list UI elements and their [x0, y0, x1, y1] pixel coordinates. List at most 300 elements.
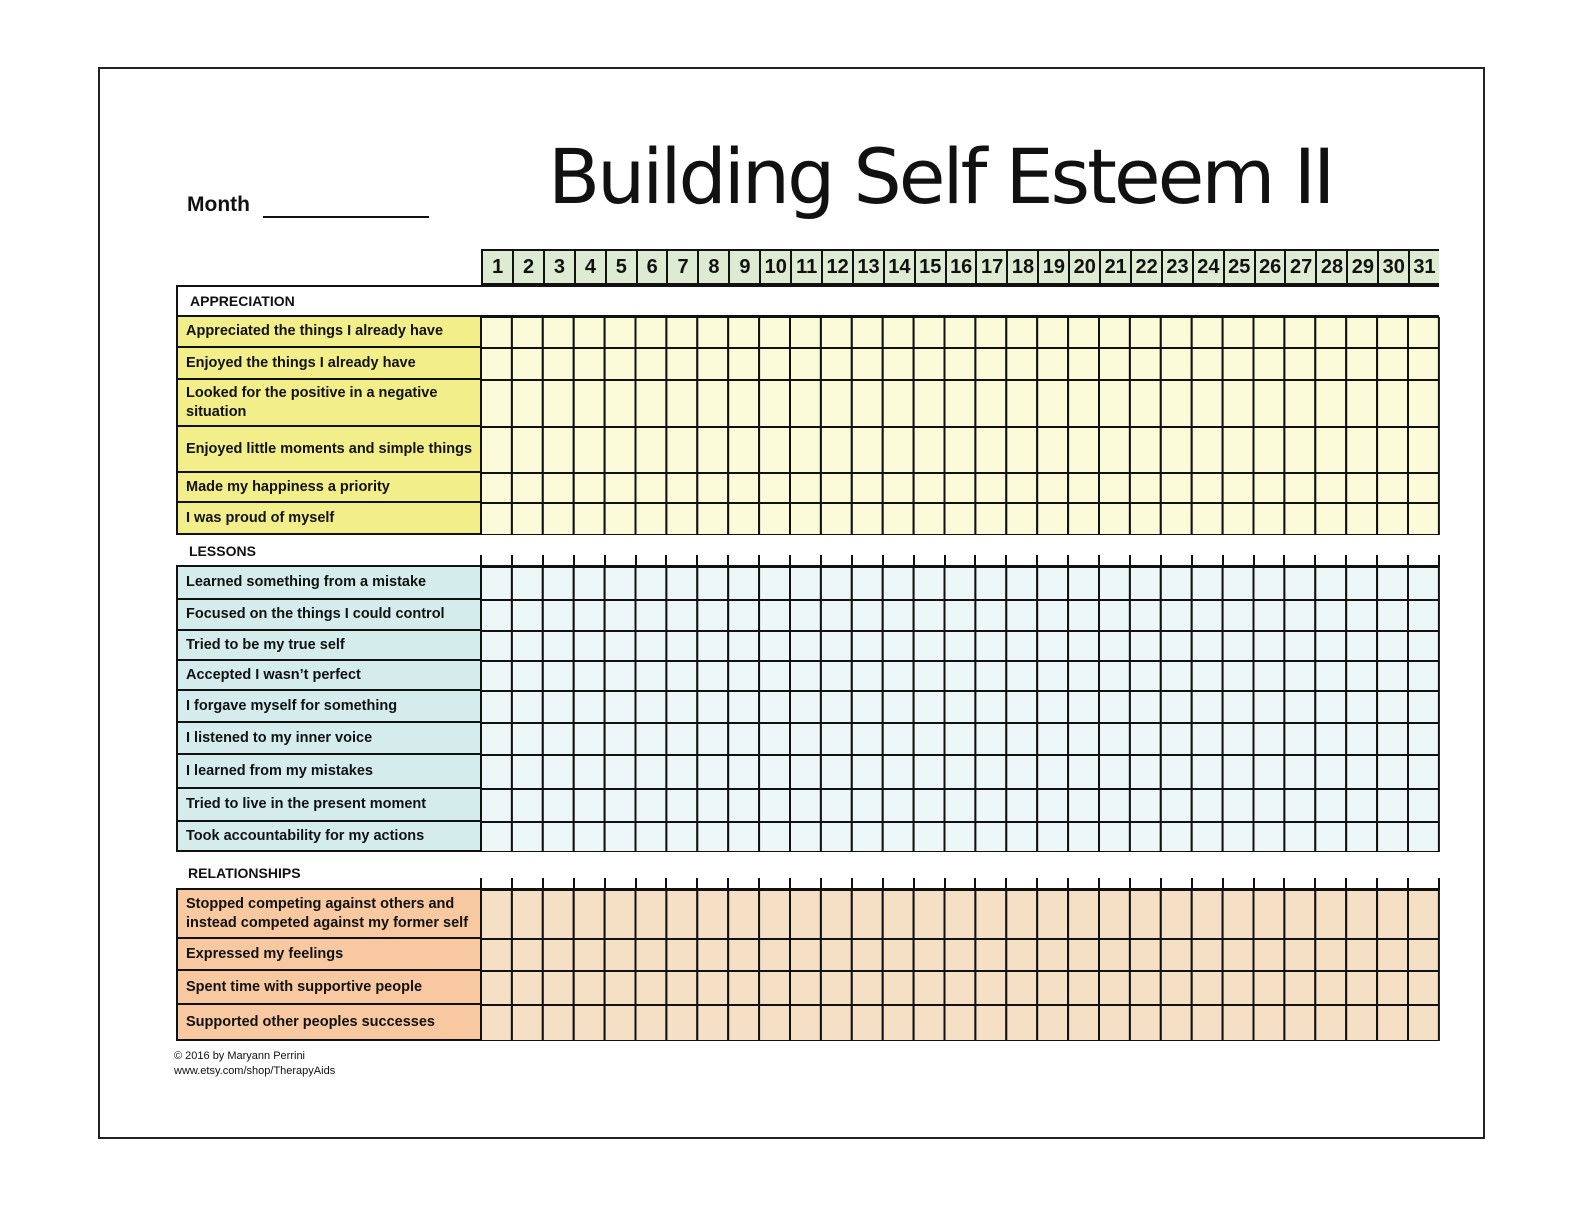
- day-checkbox[interactable]: [1006, 939, 1037, 971]
- day-checkbox[interactable]: [1377, 723, 1408, 755]
- day-checkbox[interactable]: [1254, 1005, 1285, 1041]
- day-checkbox[interactable]: [883, 890, 914, 939]
- day-checkbox[interactable]: [1161, 317, 1192, 348]
- day-checkbox[interactable]: [1006, 631, 1037, 661]
- day-checkbox[interactable]: [945, 691, 976, 723]
- day-checkbox[interactable]: [1192, 661, 1223, 691]
- day-checkbox[interactable]: [1161, 755, 1192, 789]
- day-checkbox[interactable]: [1223, 971, 1254, 1005]
- day-checkbox[interactable]: [790, 380, 821, 427]
- day-checkbox[interactable]: [605, 971, 636, 1005]
- day-checkbox[interactable]: [728, 939, 759, 971]
- day-checkbox[interactable]: [605, 939, 636, 971]
- day-checkbox[interactable]: [914, 723, 945, 755]
- day-checkbox[interactable]: [512, 661, 543, 691]
- day-checkbox[interactable]: [1377, 473, 1408, 503]
- day-checkbox[interactable]: [1099, 567, 1130, 600]
- day-checkbox[interactable]: [1037, 317, 1068, 348]
- day-checkbox[interactable]: [1161, 661, 1192, 691]
- day-checkbox[interactable]: [1223, 755, 1254, 789]
- day-checkbox[interactable]: [697, 317, 728, 348]
- day-checkbox[interactable]: [574, 631, 605, 661]
- day-checkbox[interactable]: [852, 348, 883, 380]
- day-checkbox[interactable]: [883, 503, 914, 535]
- day-checkbox[interactable]: [605, 723, 636, 755]
- day-checkbox[interactable]: [852, 661, 883, 691]
- day-checkbox[interactable]: [728, 691, 759, 723]
- day-checkbox[interactable]: [636, 473, 667, 503]
- day-checkbox[interactable]: [1284, 691, 1315, 723]
- day-checkbox[interactable]: [1408, 755, 1439, 789]
- day-checkbox[interactable]: [1284, 427, 1315, 473]
- day-checkbox[interactable]: [852, 427, 883, 473]
- day-checkbox[interactable]: [914, 348, 945, 380]
- day-checkbox[interactable]: [1223, 317, 1254, 348]
- day-checkbox[interactable]: [1068, 661, 1099, 691]
- day-checkbox[interactable]: [759, 1005, 790, 1041]
- day-checkbox[interactable]: [1284, 971, 1315, 1005]
- day-checkbox[interactable]: [1161, 890, 1192, 939]
- day-checkbox[interactable]: [728, 789, 759, 822]
- day-checkbox[interactable]: [821, 427, 852, 473]
- day-checkbox[interactable]: [852, 631, 883, 661]
- day-checkbox[interactable]: [883, 755, 914, 789]
- day-checkbox[interactable]: [1377, 503, 1408, 535]
- day-checkbox[interactable]: [1006, 661, 1037, 691]
- day-checkbox[interactable]: [543, 822, 574, 852]
- day-checkbox[interactable]: [543, 939, 574, 971]
- day-checkbox[interactable]: [512, 1005, 543, 1041]
- day-checkbox[interactable]: [914, 691, 945, 723]
- day-checkbox[interactable]: [574, 380, 605, 427]
- day-checkbox[interactable]: [975, 473, 1006, 503]
- day-checkbox[interactable]: [697, 890, 728, 939]
- day-checkbox[interactable]: [945, 723, 976, 755]
- day-checkbox[interactable]: [728, 822, 759, 852]
- day-checkbox[interactable]: [1006, 755, 1037, 789]
- day-checkbox[interactable]: [543, 631, 574, 661]
- day-checkbox[interactable]: [1099, 380, 1130, 427]
- day-checkbox[interactable]: [1284, 723, 1315, 755]
- day-checkbox[interactable]: [1130, 427, 1161, 473]
- day-checkbox[interactable]: [1192, 1005, 1223, 1041]
- day-checkbox[interactable]: [574, 600, 605, 631]
- day-checkbox[interactable]: [975, 822, 1006, 852]
- day-checkbox[interactable]: [1284, 473, 1315, 503]
- day-checkbox[interactable]: [1223, 691, 1254, 723]
- day-checkbox[interactable]: [1284, 661, 1315, 691]
- day-checkbox[interactable]: [636, 890, 667, 939]
- day-checkbox[interactable]: [1130, 971, 1161, 1005]
- day-checkbox[interactable]: [481, 631, 512, 661]
- day-checkbox[interactable]: [883, 567, 914, 600]
- day-checkbox[interactable]: [1099, 600, 1130, 631]
- day-checkbox[interactable]: [1315, 691, 1346, 723]
- day-checkbox[interactable]: [666, 890, 697, 939]
- day-checkbox[interactable]: [543, 503, 574, 535]
- day-checkbox[interactable]: [1099, 691, 1130, 723]
- day-checkbox[interactable]: [1192, 890, 1223, 939]
- day-checkbox[interactable]: [1192, 755, 1223, 789]
- day-checkbox[interactable]: [1037, 822, 1068, 852]
- day-checkbox[interactable]: [852, 567, 883, 600]
- day-checkbox[interactable]: [574, 691, 605, 723]
- day-checkbox[interactable]: [1408, 427, 1439, 473]
- day-checkbox[interactable]: [852, 971, 883, 1005]
- day-checkbox[interactable]: [1192, 723, 1223, 755]
- day-checkbox[interactable]: [1408, 317, 1439, 348]
- day-checkbox[interactable]: [1377, 348, 1408, 380]
- day-checkbox[interactable]: [697, 1005, 728, 1041]
- day-checkbox[interactable]: [1192, 348, 1223, 380]
- day-checkbox[interactable]: [790, 473, 821, 503]
- day-checkbox[interactable]: [852, 380, 883, 427]
- day-checkbox[interactable]: [914, 567, 945, 600]
- day-checkbox[interactable]: [636, 691, 667, 723]
- day-checkbox[interactable]: [666, 789, 697, 822]
- day-checkbox[interactable]: [697, 600, 728, 631]
- day-checkbox[interactable]: [759, 473, 790, 503]
- day-checkbox[interactable]: [852, 723, 883, 755]
- day-checkbox[interactable]: [759, 631, 790, 661]
- day-checkbox[interactable]: [666, 723, 697, 755]
- day-checkbox[interactable]: [574, 755, 605, 789]
- day-checkbox[interactable]: [1037, 380, 1068, 427]
- day-checkbox[interactable]: [1408, 348, 1439, 380]
- day-checkbox[interactable]: [1254, 473, 1285, 503]
- day-checkbox[interactable]: [852, 939, 883, 971]
- day-checkbox[interactable]: [1284, 348, 1315, 380]
- day-checkbox[interactable]: [759, 789, 790, 822]
- day-checkbox[interactable]: [1254, 939, 1285, 971]
- day-checkbox[interactable]: [574, 473, 605, 503]
- day-checkbox[interactable]: [759, 600, 790, 631]
- day-checkbox[interactable]: [1192, 631, 1223, 661]
- day-checkbox[interactable]: [821, 971, 852, 1005]
- day-checkbox[interactable]: [1346, 503, 1377, 535]
- day-checkbox[interactable]: [1408, 661, 1439, 691]
- day-checkbox[interactable]: [666, 691, 697, 723]
- day-checkbox[interactable]: [574, 348, 605, 380]
- day-checkbox[interactable]: [1068, 890, 1099, 939]
- day-checkbox[interactable]: [1284, 380, 1315, 427]
- day-checkbox[interactable]: [666, 317, 697, 348]
- day-checkbox[interactable]: [512, 427, 543, 473]
- day-checkbox[interactable]: [481, 600, 512, 631]
- day-checkbox[interactable]: [605, 380, 636, 427]
- day-checkbox[interactable]: [697, 789, 728, 822]
- day-checkbox[interactable]: [1377, 755, 1408, 789]
- day-checkbox[interactable]: [945, 380, 976, 427]
- day-checkbox[interactable]: [1006, 691, 1037, 723]
- day-checkbox[interactable]: [914, 473, 945, 503]
- day-checkbox[interactable]: [852, 755, 883, 789]
- day-checkbox[interactable]: [697, 503, 728, 535]
- day-checkbox[interactable]: [1161, 348, 1192, 380]
- day-checkbox[interactable]: [914, 939, 945, 971]
- day-checkbox[interactable]: [1161, 473, 1192, 503]
- day-checkbox[interactable]: [883, 473, 914, 503]
- day-checkbox[interactable]: [728, 473, 759, 503]
- day-checkbox[interactable]: [1037, 600, 1068, 631]
- day-checkbox[interactable]: [759, 723, 790, 755]
- day-checkbox[interactable]: [1068, 723, 1099, 755]
- day-checkbox[interactable]: [1130, 503, 1161, 535]
- day-checkbox[interactable]: [883, 822, 914, 852]
- day-checkbox[interactable]: [1408, 631, 1439, 661]
- day-checkbox[interactable]: [481, 317, 512, 348]
- day-checkbox[interactable]: [1346, 631, 1377, 661]
- day-checkbox[interactable]: [1192, 380, 1223, 427]
- day-checkbox[interactable]: [1130, 348, 1161, 380]
- day-checkbox[interactable]: [1068, 971, 1099, 1005]
- day-checkbox[interactable]: [697, 939, 728, 971]
- day-checkbox[interactable]: [1192, 427, 1223, 473]
- day-checkbox[interactable]: [1346, 473, 1377, 503]
- day-checkbox[interactable]: [543, 317, 574, 348]
- day-checkbox[interactable]: [975, 939, 1006, 971]
- day-checkbox[interactable]: [945, 789, 976, 822]
- day-checkbox[interactable]: [1130, 317, 1161, 348]
- day-checkbox[interactable]: [945, 503, 976, 535]
- day-checkbox[interactable]: [666, 755, 697, 789]
- day-checkbox[interactable]: [543, 755, 574, 789]
- day-checkbox[interactable]: [697, 755, 728, 789]
- day-checkbox[interactable]: [636, 723, 667, 755]
- day-checkbox[interactable]: [543, 600, 574, 631]
- day-checkbox[interactable]: [975, 971, 1006, 1005]
- day-checkbox[interactable]: [605, 473, 636, 503]
- day-checkbox[interactable]: [605, 427, 636, 473]
- day-checkbox[interactable]: [1037, 473, 1068, 503]
- day-checkbox[interactable]: [481, 348, 512, 380]
- day-checkbox[interactable]: [914, 890, 945, 939]
- day-checkbox[interactable]: [1315, 631, 1346, 661]
- day-checkbox[interactable]: [574, 723, 605, 755]
- day-checkbox[interactable]: [1408, 503, 1439, 535]
- day-checkbox[interactable]: [481, 691, 512, 723]
- day-checkbox[interactable]: [945, 890, 976, 939]
- day-checkbox[interactable]: [1006, 890, 1037, 939]
- day-checkbox[interactable]: [1377, 427, 1408, 473]
- day-checkbox[interactable]: [543, 723, 574, 755]
- day-checkbox[interactable]: [1315, 789, 1346, 822]
- day-checkbox[interactable]: [605, 691, 636, 723]
- day-checkbox[interactable]: [790, 1005, 821, 1041]
- day-checkbox[interactable]: [759, 939, 790, 971]
- day-checkbox[interactable]: [1161, 427, 1192, 473]
- day-checkbox[interactable]: [1099, 789, 1130, 822]
- day-checkbox[interactable]: [481, 503, 512, 535]
- day-checkbox[interactable]: [605, 631, 636, 661]
- day-checkbox[interactable]: [1408, 567, 1439, 600]
- day-checkbox[interactable]: [1254, 789, 1285, 822]
- day-checkbox[interactable]: [1006, 348, 1037, 380]
- day-checkbox[interactable]: [1346, 971, 1377, 1005]
- day-checkbox[interactable]: [883, 1005, 914, 1041]
- day-checkbox[interactable]: [1254, 691, 1285, 723]
- day-checkbox[interactable]: [1161, 631, 1192, 661]
- day-checkbox[interactable]: [1223, 822, 1254, 852]
- day-checkbox[interactable]: [697, 473, 728, 503]
- day-checkbox[interactable]: [1037, 348, 1068, 380]
- day-checkbox[interactable]: [636, 631, 667, 661]
- day-checkbox[interactable]: [1099, 755, 1130, 789]
- day-checkbox[interactable]: [1068, 1005, 1099, 1041]
- day-checkbox[interactable]: [821, 631, 852, 661]
- day-checkbox[interactable]: [1346, 890, 1377, 939]
- day-checkbox[interactable]: [1377, 661, 1408, 691]
- day-checkbox[interactable]: [1068, 755, 1099, 789]
- day-checkbox[interactable]: [1037, 890, 1068, 939]
- day-checkbox[interactable]: [636, 971, 667, 1005]
- day-checkbox[interactable]: [852, 691, 883, 723]
- day-checkbox[interactable]: [945, 567, 976, 600]
- day-checkbox[interactable]: [945, 822, 976, 852]
- day-checkbox[interactable]: [636, 348, 667, 380]
- day-checkbox[interactable]: [945, 473, 976, 503]
- day-checkbox[interactable]: [975, 723, 1006, 755]
- day-checkbox[interactable]: [1037, 661, 1068, 691]
- day-checkbox[interactable]: [512, 890, 543, 939]
- day-checkbox[interactable]: [574, 567, 605, 600]
- day-checkbox[interactable]: [1068, 567, 1099, 600]
- day-checkbox[interactable]: [1006, 503, 1037, 535]
- day-checkbox[interactable]: [945, 317, 976, 348]
- day-checkbox[interactable]: [666, 427, 697, 473]
- day-checkbox[interactable]: [759, 971, 790, 1005]
- day-checkbox[interactable]: [697, 380, 728, 427]
- day-checkbox[interactable]: [666, 567, 697, 600]
- day-checkbox[interactable]: [636, 939, 667, 971]
- day-checkbox[interactable]: [1315, 503, 1346, 535]
- day-checkbox[interactable]: [1315, 600, 1346, 631]
- day-checkbox[interactable]: [1346, 939, 1377, 971]
- day-checkbox[interactable]: [512, 380, 543, 427]
- day-checkbox[interactable]: [1377, 789, 1408, 822]
- day-checkbox[interactable]: [883, 939, 914, 971]
- day-checkbox[interactable]: [666, 822, 697, 852]
- day-checkbox[interactable]: [666, 939, 697, 971]
- day-checkbox[interactable]: [1408, 691, 1439, 723]
- day-checkbox[interactable]: [1377, 600, 1408, 631]
- day-checkbox[interactable]: [1284, 789, 1315, 822]
- day-checkbox[interactable]: [636, 380, 667, 427]
- day-checkbox[interactable]: [821, 567, 852, 600]
- day-checkbox[interactable]: [1037, 723, 1068, 755]
- day-checkbox[interactable]: [1099, 427, 1130, 473]
- day-checkbox[interactable]: [1068, 691, 1099, 723]
- day-checkbox[interactable]: [1223, 473, 1254, 503]
- day-checkbox[interactable]: [790, 348, 821, 380]
- day-checkbox[interactable]: [1068, 600, 1099, 631]
- day-checkbox[interactable]: [1192, 971, 1223, 1005]
- day-checkbox[interactable]: [1377, 971, 1408, 1005]
- day-checkbox[interactable]: [481, 789, 512, 822]
- day-checkbox[interactable]: [512, 755, 543, 789]
- day-checkbox[interactable]: [1130, 939, 1161, 971]
- day-checkbox[interactable]: [1006, 971, 1037, 1005]
- day-checkbox[interactable]: [1130, 567, 1161, 600]
- day-checkbox[interactable]: [852, 473, 883, 503]
- day-checkbox[interactable]: [1346, 348, 1377, 380]
- day-checkbox[interactable]: [883, 348, 914, 380]
- day-checkbox[interactable]: [821, 789, 852, 822]
- day-checkbox[interactable]: [636, 1005, 667, 1041]
- day-checkbox[interactable]: [1346, 380, 1377, 427]
- day-checkbox[interactable]: [1037, 503, 1068, 535]
- day-checkbox[interactable]: [1377, 1005, 1408, 1041]
- day-checkbox[interactable]: [1254, 600, 1285, 631]
- day-checkbox[interactable]: [636, 600, 667, 631]
- day-checkbox[interactable]: [914, 822, 945, 852]
- day-checkbox[interactable]: [1099, 939, 1130, 971]
- day-checkbox[interactable]: [666, 503, 697, 535]
- day-checkbox[interactable]: [883, 971, 914, 1005]
- day-checkbox[interactable]: [512, 723, 543, 755]
- day-checkbox[interactable]: [543, 1005, 574, 1041]
- day-checkbox[interactable]: [790, 567, 821, 600]
- day-checkbox[interactable]: [636, 503, 667, 535]
- day-checkbox[interactable]: [512, 567, 543, 600]
- day-checkbox[interactable]: [543, 789, 574, 822]
- day-checkbox[interactable]: [1037, 755, 1068, 789]
- day-checkbox[interactable]: [1346, 755, 1377, 789]
- day-checkbox[interactable]: [543, 890, 574, 939]
- day-checkbox[interactable]: [512, 317, 543, 348]
- day-checkbox[interactable]: [883, 691, 914, 723]
- day-checkbox[interactable]: [759, 691, 790, 723]
- day-checkbox[interactable]: [666, 473, 697, 503]
- day-checkbox[interactable]: [728, 661, 759, 691]
- day-checkbox[interactable]: [975, 661, 1006, 691]
- month-field[interactable]: [263, 216, 429, 218]
- day-checkbox[interactable]: [975, 631, 1006, 661]
- day-checkbox[interactable]: [605, 890, 636, 939]
- day-checkbox[interactable]: [1408, 939, 1439, 971]
- day-checkbox[interactable]: [697, 631, 728, 661]
- day-checkbox[interactable]: [975, 567, 1006, 600]
- day-checkbox[interactable]: [914, 317, 945, 348]
- day-checkbox[interactable]: [1037, 1005, 1068, 1041]
- day-checkbox[interactable]: [914, 600, 945, 631]
- day-checkbox[interactable]: [914, 1005, 945, 1041]
- day-checkbox[interactable]: [1161, 503, 1192, 535]
- day-checkbox[interactable]: [605, 503, 636, 535]
- day-checkbox[interactable]: [1161, 723, 1192, 755]
- day-checkbox[interactable]: [512, 631, 543, 661]
- day-checkbox[interactable]: [574, 661, 605, 691]
- day-checkbox[interactable]: [1192, 567, 1223, 600]
- day-checkbox[interactable]: [759, 822, 790, 852]
- day-checkbox[interactable]: [1315, 427, 1346, 473]
- day-checkbox[interactable]: [636, 661, 667, 691]
- day-checkbox[interactable]: [1099, 890, 1130, 939]
- day-checkbox[interactable]: [1223, 503, 1254, 535]
- day-checkbox[interactable]: [574, 971, 605, 1005]
- day-checkbox[interactable]: [852, 890, 883, 939]
- day-checkbox[interactable]: [914, 427, 945, 473]
- day-checkbox[interactable]: [697, 427, 728, 473]
- day-checkbox[interactable]: [1284, 567, 1315, 600]
- day-checkbox[interactable]: [605, 822, 636, 852]
- day-checkbox[interactable]: [1037, 631, 1068, 661]
- day-checkbox[interactable]: [790, 317, 821, 348]
- day-checkbox[interactable]: [1408, 822, 1439, 852]
- day-checkbox[interactable]: [605, 789, 636, 822]
- day-checkbox[interactable]: [1192, 789, 1223, 822]
- day-checkbox[interactable]: [728, 380, 759, 427]
